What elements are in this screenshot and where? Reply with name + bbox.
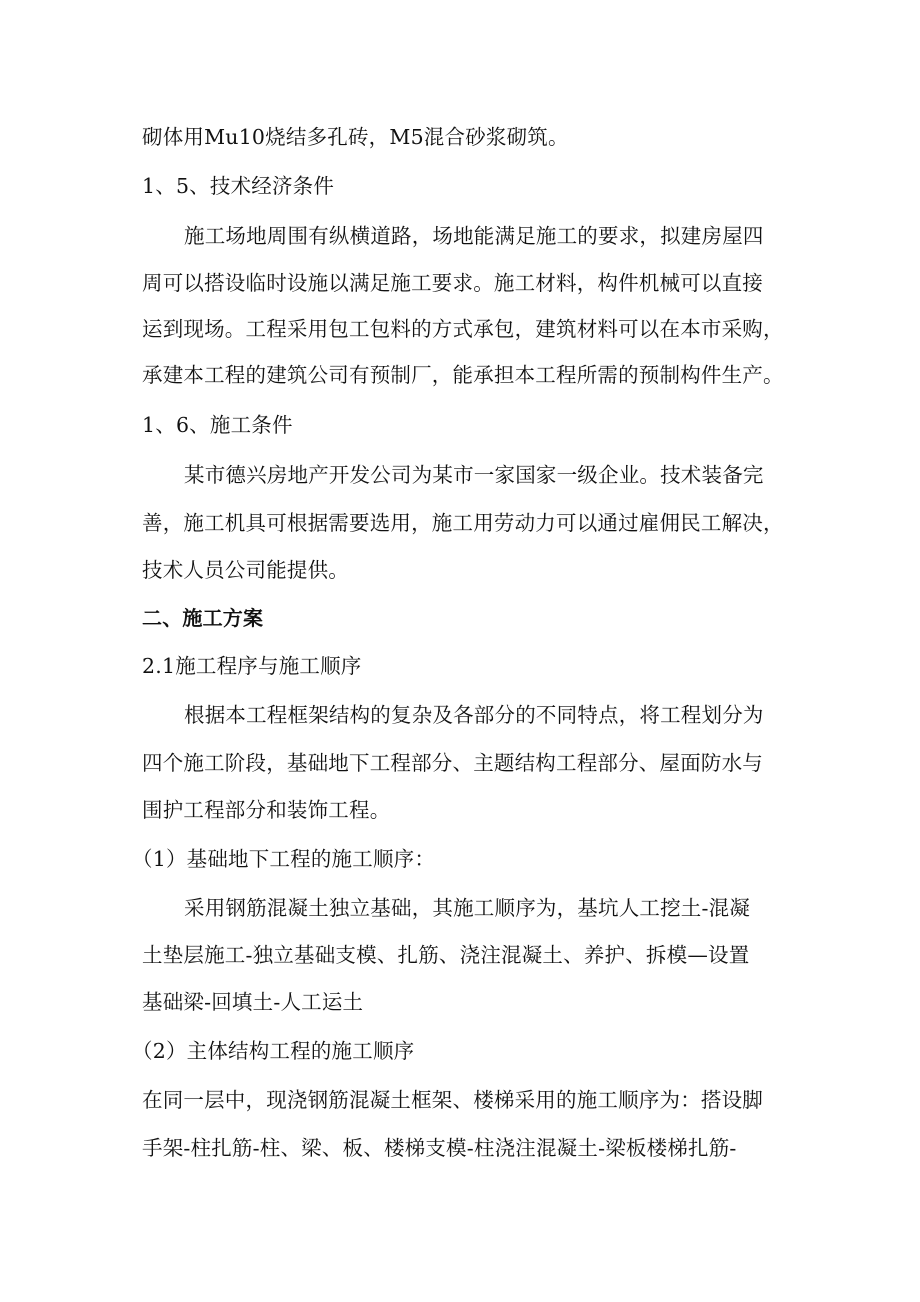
paragraph-line: 围护工程部分和装饰工程。 (142, 798, 391, 822)
paragraph-line: 施工场地周围有纵横道路，场地能满足施工的要求，拟建房屋四 (184, 224, 764, 248)
subsection-heading-1: （1）基础地下工程的施工顺序： (132, 847, 436, 871)
section-heading-1-6: 1、6、施工条件 (142, 413, 293, 437)
paragraph-line: 某市德兴房地产开发公司为某市一家国家一级企业。技术装备完 (184, 463, 764, 487)
subsection-heading-2: （2）主体结构工程的施工顺序 (132, 1039, 415, 1063)
paragraph-line: 善，施工机具可根据需要选用，施工用劳动力可以通过雇佣民工解决， (142, 511, 784, 535)
chapter-heading: 二、施工方案 (142, 606, 264, 630)
paragraph-line: 土垫层施工-独立基础支模、扎筋、浇注混凝土、养护、拆模—设置 (142, 943, 750, 967)
paragraph-line: 手架-柱扎筋-柱、梁、板、楼梯支模-柱浇注混凝土-梁板楼梯扎筋- (142, 1136, 737, 1160)
paragraph-line: 承建本工程的建筑公司有预制厂，能承担本工程所需的预制构件生产。 (142, 363, 784, 387)
paragraph-line: 在同一层中，现浇钢筋混凝土框架、楼梯采用的施工顺序为：搭设脚 (142, 1088, 763, 1112)
paragraph-line: 四个施工阶段，基础地下工程部分、主题结构工程部分、屋面防水与 (142, 751, 763, 775)
paragraph-line: 周可以搭设临时设施以满足施工要求。施工材料，构件机械可以直接 (142, 271, 763, 295)
paragraph-line: 基础梁-回填土-人工运土 (142, 990, 364, 1014)
paragraph-line: 根据本工程框架结构的复杂及各部分的不同特点，将工程划分为 (184, 703, 764, 727)
paragraph-line: 运到现场。工程采用包工包料的方式承包，建筑材料可以在本市采购， (142, 317, 784, 341)
paragraph-line: 采用钢筋混凝土独立基础，其施工顺序为，基坑人工挖土-混凝 (184, 896, 751, 920)
section-heading-2-1: 2.1施工程序与施工顺序 (142, 654, 362, 678)
paragraph-line: 技术人员公司能提供。 (142, 558, 349, 582)
paragraph-line: 砌体用Mu10烧结多孔砖，M5混合砂浆砌筑。 (142, 125, 569, 149)
section-heading-1-5: 1、5、技术经济条件 (142, 174, 335, 198)
